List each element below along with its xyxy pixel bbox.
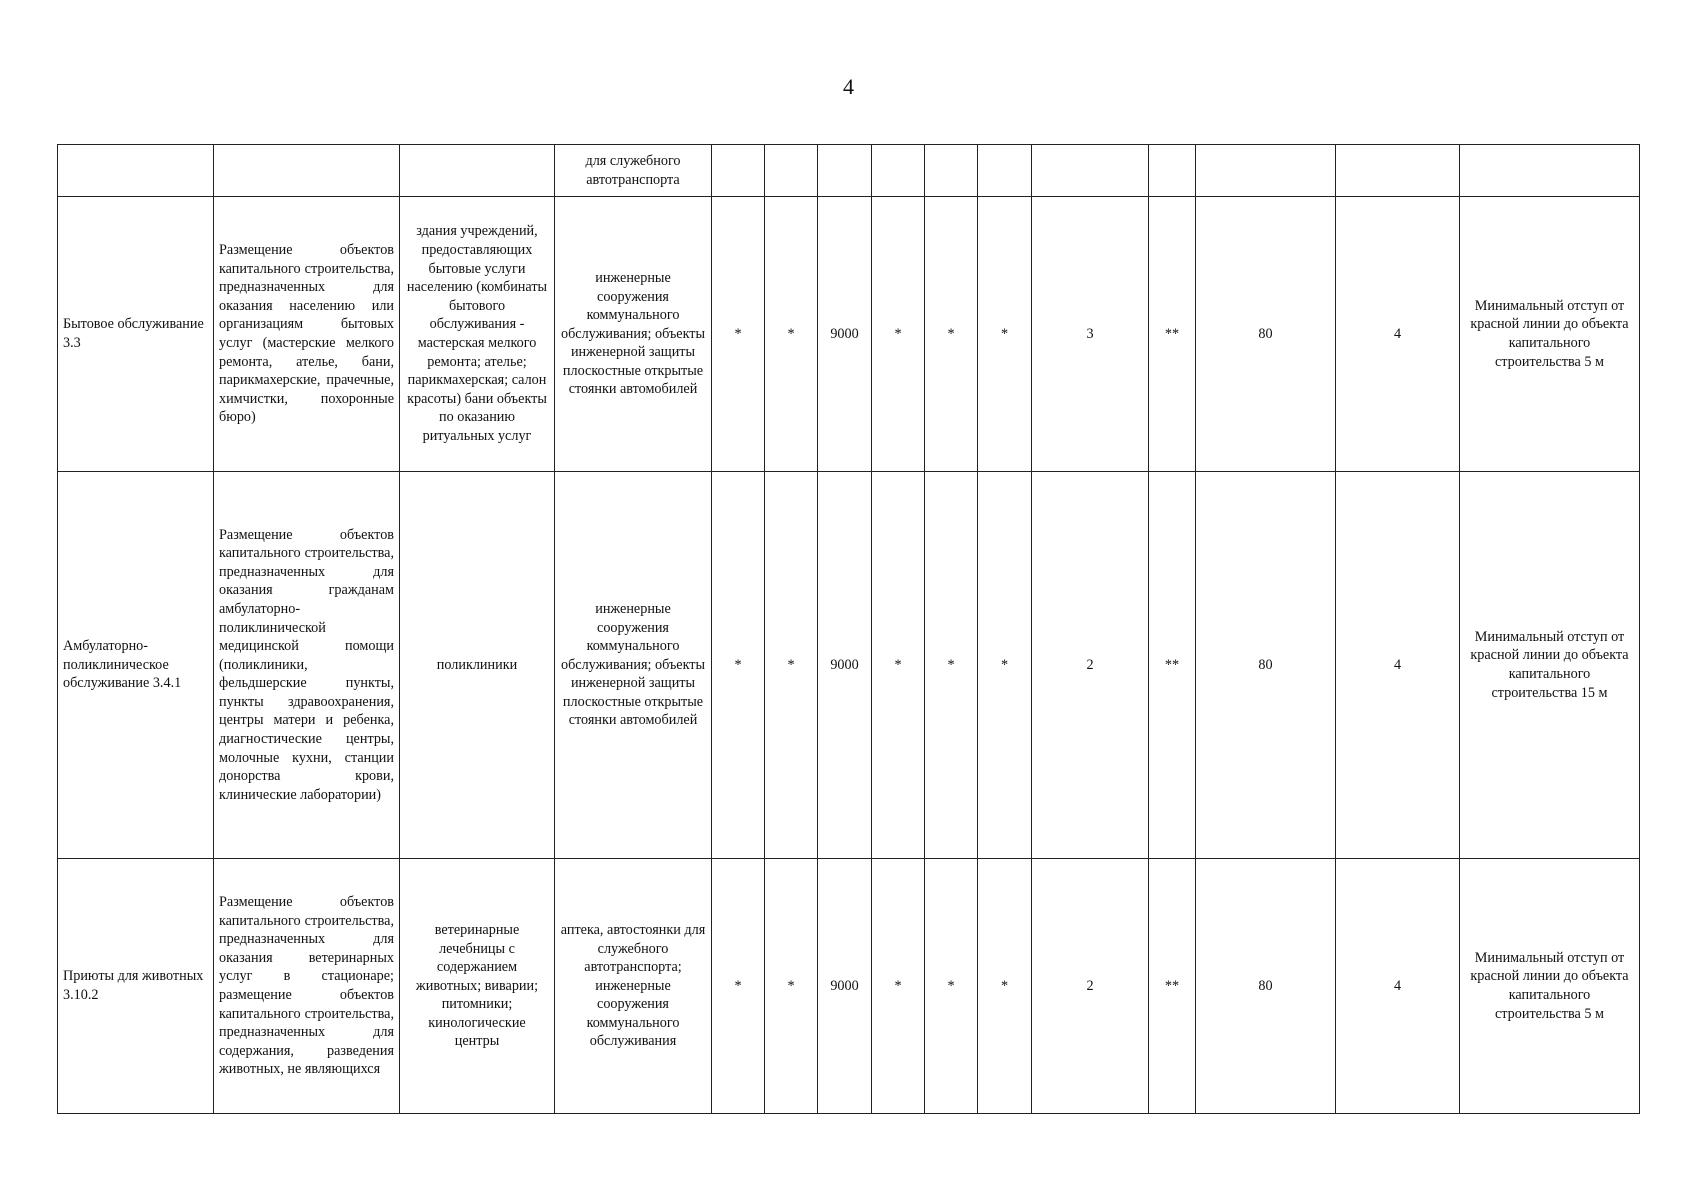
auxiliary-uses-cell: для служебного автотранспорта [555, 145, 712, 197]
value-cell: ** [1149, 197, 1196, 472]
note-cell: Минимальный отступ от красной линии до объекта капитального строительства 5 м [1460, 197, 1640, 472]
cell-empty [818, 145, 872, 197]
main-uses-cell: здания учреждений, предоставляющих бытовые услуги населению (комбинаты бытового обслуживания - мастерская мелкого ремонта; ателье; парикмахерская; салон красоты) бани объекты по оказанию ритуальных услуг [400, 197, 555, 472]
land-use-description: Размещение объектов капитального строительства, предназначенных для оказания населению или организациям бытовых услуг (мастерские мелкого ремонта, ателье, бани, парикмахерские, прачечные, химчистки, похоронные бюро) [214, 197, 400, 472]
land-use-name: Амбулаторно-поликлиническое обслуживание 3.4.1 [58, 472, 214, 859]
value-cell: * [712, 197, 765, 472]
cell-empty [214, 145, 400, 197]
cell-empty [1460, 145, 1640, 197]
cell-empty [765, 145, 818, 197]
note-cell: Минимальный отступ от красной линии до объекта капитального строительства 5 м [1460, 859, 1640, 1114]
value-cell: * [712, 472, 765, 859]
land-use-description: Размещение объектов капитального строительства, предназначенных для оказания ветеринарных услуг в стационаре; размещение объектов капитального строительства, предназначенных для содержания, разведения животных, не являющихся [214, 859, 400, 1114]
value-cell: * [925, 197, 978, 472]
cell-empty [1149, 145, 1196, 197]
value-cell: 4 [1336, 472, 1460, 859]
table-row [58, 859, 1640, 1114]
auxiliary-uses-cell: инженерные сооружения коммунального обслуживания; объекты инженерной защиты плоскостные открытые стоянки автомобилей [555, 197, 712, 472]
value-cell: 3 [1032, 197, 1149, 472]
auxiliary-uses-cell: аптека, автостоянки для служебного автотранспорта; инженерные сооружения коммунального обслуживания [555, 859, 712, 1114]
value-cell: * [978, 472, 1032, 859]
value-cell: * [925, 472, 978, 859]
page-number: 4 [843, 74, 854, 99]
value-cell: 80 [1196, 859, 1336, 1114]
land-use-name: Бытовое обслуживание 3.3 [58, 197, 214, 472]
cell-empty [1336, 145, 1460, 197]
value-cell: 2 [1032, 859, 1149, 1114]
cell-empty [1196, 145, 1336, 197]
auxiliary-uses-cell: инженерные сооружения коммунального обслуживания; объекты инженерной защиты плоскостные открытые стоянки автомобилей [555, 472, 712, 859]
table-row [58, 472, 1640, 859]
value-cell: 2 [1032, 472, 1149, 859]
value-cell: 9000 [818, 197, 872, 472]
land-use-description: Размещение объектов капитального строительства, предназначенных для оказания гражданам амбулаторно-поликлинической медицинской помощи (поликлиники, фельдшерские пункты, пункты здравоохранения, центры матери и ребенка, диагностические центры, молочные кухни, станции донорства крови, клинические лаборатории) [214, 472, 400, 859]
value-cell: * [765, 859, 818, 1114]
land-use-name: Приюты для животных 3.10.2 [58, 859, 214, 1114]
table-row [58, 197, 1640, 472]
value-cell: * [872, 472, 925, 859]
regulations-table [57, 144, 1640, 1114]
value-cell: * [978, 859, 1032, 1114]
value-cell: * [712, 859, 765, 1114]
cell-empty [978, 145, 1032, 197]
continuation-row [58, 145, 1640, 197]
cell-empty [400, 145, 555, 197]
value-cell: 4 [1336, 859, 1460, 1114]
value-cell: 9000 [818, 472, 872, 859]
main-uses-cell: поликлиники [400, 472, 555, 859]
cell-empty [925, 145, 978, 197]
value-cell: * [872, 859, 925, 1114]
value-cell: 4 [1336, 197, 1460, 472]
cell-empty [1032, 145, 1149, 197]
value-cell: * [765, 472, 818, 859]
value-cell: * [925, 859, 978, 1114]
note-cell: Минимальный отступ от красной линии до объекта капитального строительства 15 м [1460, 472, 1640, 859]
value-cell: * [765, 197, 818, 472]
value-cell: * [978, 197, 1032, 472]
cell-empty [58, 145, 214, 197]
value-cell: 9000 [818, 859, 872, 1114]
value-cell: 80 [1196, 197, 1336, 472]
value-cell: ** [1149, 859, 1196, 1114]
value-cell: ** [1149, 472, 1196, 859]
value-cell: * [872, 197, 925, 472]
cell-empty [872, 145, 925, 197]
value-cell: 80 [1196, 472, 1336, 859]
cell-empty [712, 145, 765, 197]
main-uses-cell: ветеринарные лечебницы с содержанием животных; виварии; питомники; кинологические центры [400, 859, 555, 1114]
